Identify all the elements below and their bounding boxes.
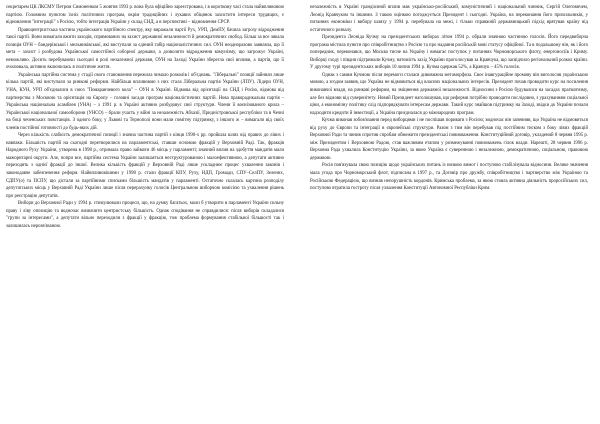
paragraph: Через кількість слабкість демократичної позиції і значна частина партій з кінця 1990-х рр. пройшла шлях від правих до лівих і навпаки. Більшість партій на сьогодні перетворилися на парламентські, ставши основою фракцій у Верховній Раді. Так, фракція Народного Руху України, утворена в 1998 р., отримала право займати 46 місць у парламенті; значний вплив на здобуття мандатів мали мажоритарні округи. Але, попри все, партійна система України залишається неструктурованою і малоефективною, а депутати активно переходять з однієї фракції до іншої. Велика кількість фракцій у Верховній Раді лише ускладнює процес ухвалення законів і законодавче забезпечення реформ. Найвпливовішими у 1998 р. стали фракції КПУ, Руху, НДП, Громади, СПУ–СелПУ, Зелених, СДПУ(о) та ПСПУ, що дістали за партійними списками більшість мандатів у парламенті. Остаточно склалась картина розподілу депутатських місць у Верховній Раді України лише після перерахунку голосів Центральною виборчою комісією та ухвалення рішень про реєстрацію депутатів. <box>6 133 284 199</box>
paragraph: Українська партійна система у стадії свого становлення пережила чимало розколів і об'єднань. "Ліберальні" позиції зайняли лише кілька партій, які виступали за ринкові реформи. Найбільш впливовою з них стала Ліберальна партія України (ЛПУ). Лідери ОУН, УНА, КУН, УРП об'єдналися в союз "Помаранчевого кола" – ОУН в Україні. Відмова від орієнтації на СНД і Росію, відмова від партнерства з Москвою та орієнтація на Європу – головні засади програм націоналістичних партій. Нова праворадикальна партія – Українська національна асамблея (УНА) – з 1991 р. в Україні активно розбудовує свої структури. Члени її воєнізованого крила – Української національної самооборони (УНСО) – брали участь у війні за незалежність Абхазії, Придністровської республіки та в Чечні на боці чеченських повстанців. З одного боку, у Львові та Тернополі вони мали помітну підтримку, з іншого ж – вимагали від своїх членів постійної готовності до будь-яких дій. <box>6 72 284 131</box>
paragraph: Росія пов'язувала свою позицію щодо українських питань із низкою вимог і поступово стабілізувала відносини. Велике значення мала угода про Чорноморський флот, підписана в 1997 р., та Договір про дружбу, співробітництво і партнерство між Україною та Російською Федерацією, що визнав непорушність кордонів. Кримська проблема, за якою стояла активна діяльність проросійських сил, поступово втратила гостроту після ухвалення Конституції Автономної Республіки Крим. <box>310 163 588 192</box>
paragraph: Кучма виконав зобов'язання перед виборцями і не поспішав поривати з Росією; водночас він запевняв, що Україна не відмовиться від руху до Європи та інтеграції в європейські структури. Разом з тим він перебував під постійним тиском з боку лівих фракцій Верховної Ради та чинив спротив спробам обмежити президентські повноваження. Конституційний договір, укладений 8 червня 1995 р. між Президентом і Верховною Радою, став важливим етапом у розмежуванні повноважень гілок влади. Нарешті, 28 червня 1996 р. Верховна Рада ухвалила Конституцію України, за якою Україна є суверенною і незалежною, демократичною, соціальною, правовою державою. <box>310 118 588 161</box>
paragraph: Правоцентристська частина українського партійного спектру, яку виражали партії Рух, УРП, ДемПУ, бачила загрозу відродження такої партії. Вони вимагали вжити заходів, спрямованих на захист державної незалежності й демократичних свобод. Більш за все лякала позиція ОУН – бандерівської і мельниківської, які виступали за єдиний табір націоналістичних сил. ОУН неодноразово заявляла, що її мета – захист і розбудова Української самостійної соборної держави, а дозволити відродження комунізму, що загрожує Україні, неможливо. Досить перебуваючи сьогодні в ролі незалежної держави, ОУН на Заході України зберегла свої впливи, а партія, що її очолювала, активно включилась в політичне життя. <box>6 27 284 71</box>
paragraph: секретарем ЦК ЛКСМУ Петром Симоненком 5 жовтня 1993 р. вона була офіційно зареєстрована, і в короткому часі стала найвпливовою партією. Головним пунктом їхніх політичних програм, окрім традиційних і лукавих обіцянок захистити інтереси трудящих, є відновлення "інтеграції" з Росією, тобто інтеграція України у склад СНД, а в перспективі – відновлення СРСР. <box>6 5 284 26</box>
left-column <box>6 4 284 416</box>
paragraph: незалежність в Україні грандіозний вплив мав українсько-російський, комуністичний і національний чинник, Сергій Олеговичем, Леонід Кравчуком та іншими. З такою оцінкою погоджується Президент і сьогодні. Україна, на переконання його прихильників, у питаннях економіки і вибору шляху у 1994 р. перебувала на межі, і тільки справжній державницький підхід врятував країну від остаточного розвалу. <box>310 5 588 33</box>
paragraph: Вибори до Верховної Ради у 1994 р. стимулювали процеси, що, на думку багатьох, мали б утворити в парламенті України сильну праву і ліву опозицію та водночас визначити центристську більшість. Однак сподівання не справдилися: після виборів складалися "групи за інтересами", а депутати вільно переходили з фракції у фракцію, тож проблема формування стабільної більшості так і залишилась нерозв'язаною. <box>6 201 284 229</box>
paragraph: Президента Леоніда Кучму на президентських виборах літом 1994 р. обрали значною частиною голосів. Його передвиборча програма містила пункти про співробітництво з Росією та про надання російській мові статусу офіційної. Та в подальшому він, як і його попередник, переконався, що Москва тисне на Україну і вимагає поступок у питаннях Чорноморського флоту, енергоносіїв і Криму. Виборці сходу і півдня підтримали Кучму, натомість захід України проголосував за Кравчука, що засвідчило регіональний розкол країни. У другому турі президентських виборів 10 липня 1994 р. Кучма одержав 52%, а Кравчук – 45% голосів. <box>310 35 588 71</box>
paragraph: Однак з самим Кучмою після перемоги сталася дивовижна метаморфоза. Своє інавгураційне промову він виголосив українською мовою, а згодом заявив, що Україна не відмовиться від власних національних інтересів. Президент почав проводити курс на посилення виконавчої влади, на ринкові реформи, на зміцнення державної незалежності. Відносини з Росією будувалися на засадах прагматизму, але без відмови від суверенітету. Новий Президент наголошував, що реформи потрібно проводити послідовно, з урахуванням соціальної ціни, а економічну політику слід підпорядкувати інтересам держави. Такий курс знайшов підтримку на Заході, звідки до України почали надходити кредити й інвестиції, а Україна приєдналася до міжнародних програм. <box>310 72 588 116</box>
right-column <box>310 4 588 416</box>
